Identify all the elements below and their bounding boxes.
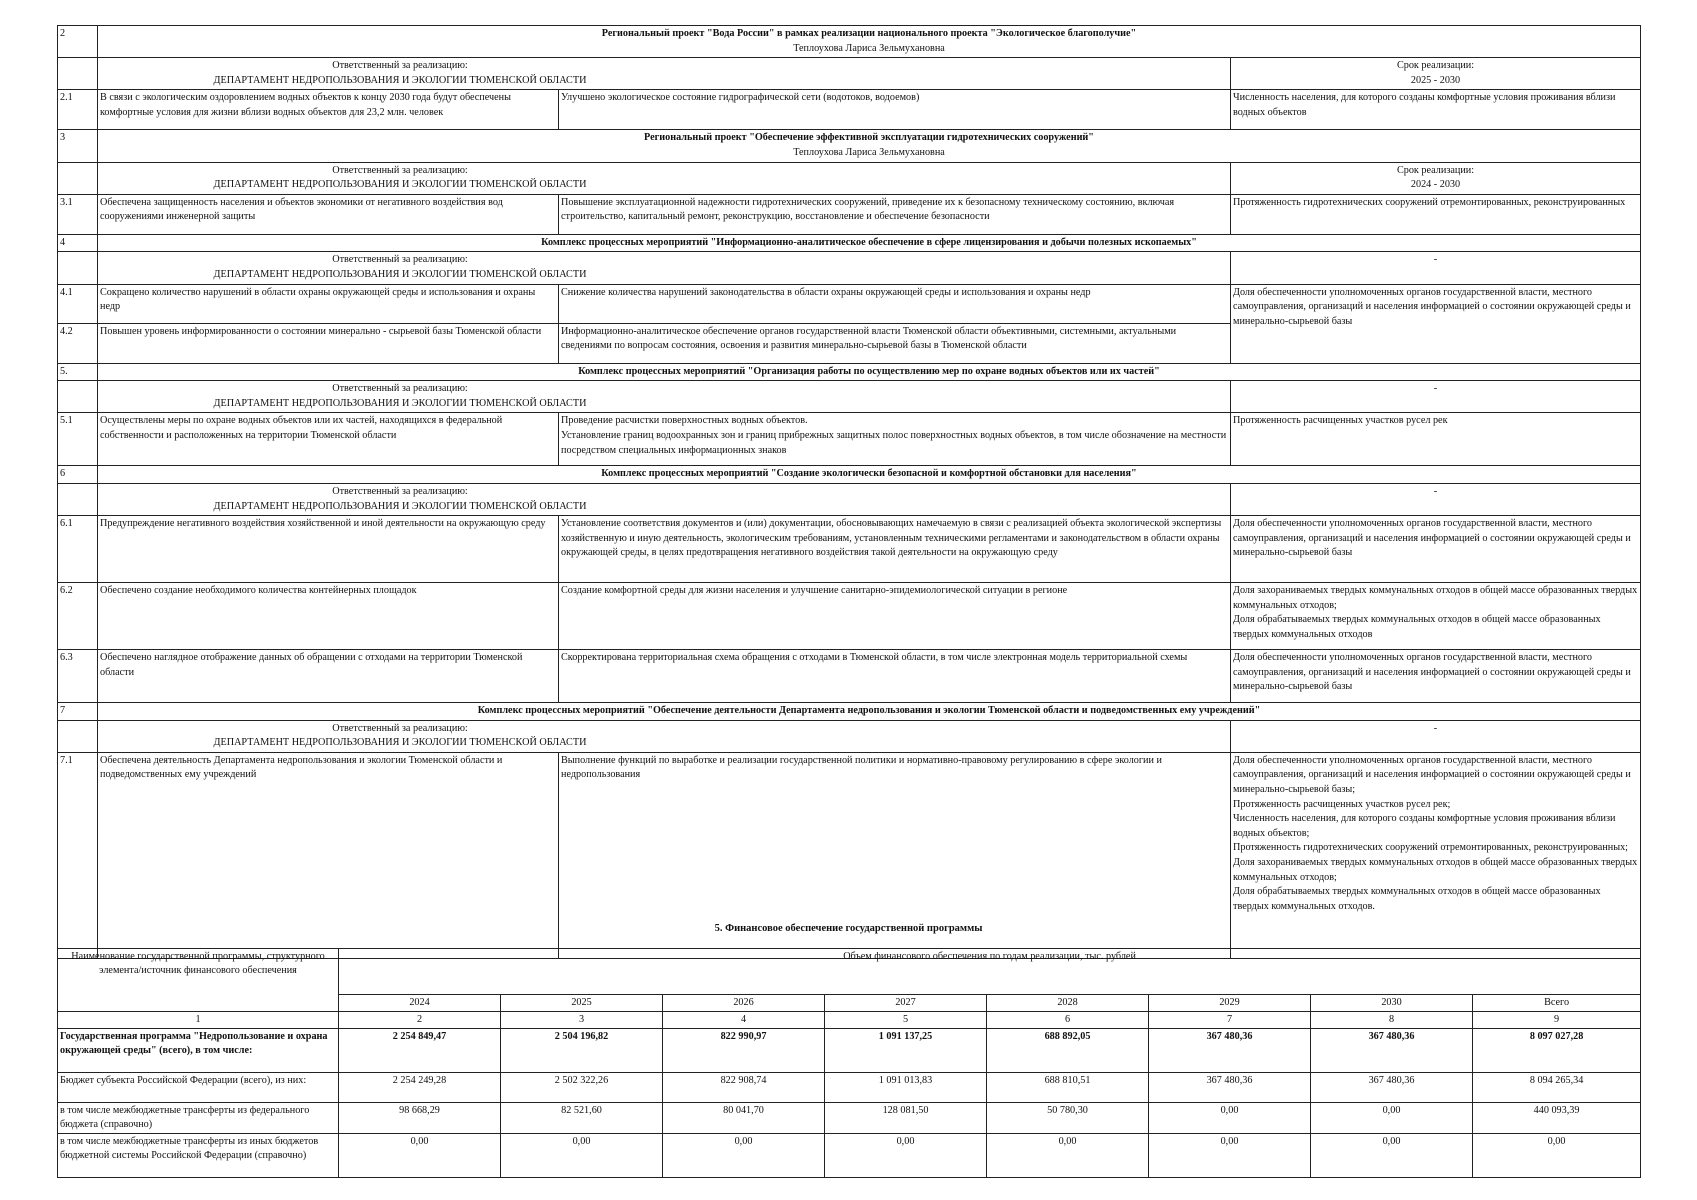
task-number: 3.1	[58, 194, 98, 234]
finance-value: 0,00	[825, 1134, 987, 1178]
task-row	[58, 583, 1641, 650]
finance-name-header: Наименование государственной программы, структурного элемента/источник финансового обеспечения	[58, 949, 339, 1012]
column-number: 9	[1473, 1012, 1641, 1029]
column-number: 5	[825, 1012, 987, 1029]
text-line: Доля обеспеченности уполномоченных органов государственной власти, местного самоуправления, организаций и населения информацией о состоянии окружающей среды и минерально-сырьевой базы;	[1233, 754, 1631, 796]
task-number: 2.1	[58, 90, 98, 130]
empty-cell	[58, 381, 98, 413]
task-effect	[559, 413, 1231, 466]
term-value: -	[1433, 722, 1438, 734]
finance-value: 0,00	[1149, 1103, 1311, 1134]
finance-value: 0,00	[1473, 1134, 1641, 1178]
task-text: Обеспечена деятельность Департамента недропользования и экологии Тюменской области и подведомственных ему учреждений	[98, 752, 559, 958]
term-label: Срок реализации:	[1396, 60, 1475, 72]
section-header-row	[58, 703, 1641, 721]
column-number: 8	[1311, 1012, 1473, 1029]
section-title	[98, 234, 1641, 252]
task-text: Сокращено количество нарушений в области охраны окружающей среды и использования и охраны недр	[98, 284, 559, 323]
text-line: Доля обеспеченности уполномоченных органов государственной власти, местного самоуправления, организаций и населения информацией о состоянии окружающей среды и минерально-сырьевой базы	[1233, 518, 1631, 559]
task-indicator	[1231, 583, 1641, 650]
responsible-block	[100, 722, 700, 751]
section-number: 5.	[58, 363, 98, 381]
year-header: 2026	[663, 995, 825, 1012]
finance-row-name: Государственная программа "Недропользование и охрана окружающей среды" (всего), в том числе:	[58, 1029, 339, 1073]
task-indicator	[1231, 90, 1641, 130]
section-number: 7	[58, 703, 98, 721]
task-effect	[559, 284, 1231, 323]
responsible-row	[58, 252, 1641, 284]
text-line: Выполнение функций по выработке и реализации государственной политики и нормативно-правовому регулированию в сфере экологии и недропользования	[561, 754, 1162, 781]
task-row	[58, 413, 1641, 466]
responsible-block	[100, 485, 700, 514]
finance-row-name: в том числе межбюджетные трансферты из иных бюджетов бюджетной системы Российской Федерации (справочно)	[58, 1134, 339, 1178]
finance-value: 367 480,36	[1149, 1029, 1311, 1073]
finance-value: 2 504 196,82	[501, 1029, 663, 1073]
task-indicator	[1231, 413, 1641, 466]
text-line: Доля обеспеченности уполномоченных органов государственной власти, местного самоуправления, организаций и населения информацией о состоянии окружающей среды и минерально-сырьевой базы	[1233, 286, 1631, 327]
task-indicator	[1231, 516, 1641, 583]
year-header: 2029	[1149, 995, 1311, 1012]
text-line: Скорректирована территориальная схема обращения с отходами в Тюменской области, в том числе электронная модель территориальной схемы	[561, 652, 1188, 664]
section-title-text: Комплекс процессных мероприятий "Создание экологически безопасной и комфортной обстановки для населения"	[601, 468, 1137, 480]
project-lead: Теплоухова Лариса Зельмухановна	[793, 42, 945, 54]
year-header: 2027	[825, 995, 987, 1012]
section-title-text: Региональный проект "Вода России" в рамках реализации национального проекта "Экологическое благополучие"	[601, 28, 1137, 39]
responsible-department: ДЕПАРТАМЕНТ НЕДРОПОЛЬЗОВАНИЯ И ЭКОЛОГИИ ТЮМЕНСКОЙ ОБЛАСТИ	[213, 179, 587, 191]
task-effect	[559, 194, 1231, 234]
responsible-block	[100, 59, 700, 88]
finance-row-name: в том числе межбюджетные трансферты из федерального бюджета (справочно)	[58, 1103, 339, 1134]
responsible-label: Ответственный за реализацию:	[332, 164, 468, 176]
task-text: Осуществлены меры по охране водных объектов или их частей, находящихся в федеральной собственности и расположенных на территории Тюменской области	[98, 413, 559, 466]
text-line: Доля обрабатываемых твердых коммунальных отходов в общей массе образованных твердых коммунальных отходов	[1233, 614, 1601, 640]
year-header: 2030	[1311, 995, 1473, 1012]
finance-value: 1 091 137,25	[825, 1029, 987, 1073]
finance-value: 50 780,30	[987, 1103, 1149, 1134]
responsible-cell	[98, 162, 1231, 194]
finance-value: 688 892,05	[987, 1029, 1149, 1073]
text-line: Повышение эксплуатационной надежности гидротехнических сооружений, приведение их к безопасному техническому состоянию, включая строительство, капитальный ремонт, реконструкцию, восстановление и обеспечение безопасности	[561, 196, 1175, 223]
empty-cell	[58, 252, 98, 284]
section-title-text: Комплекс процессных мероприятий "Обеспечение деятельности Департамента недропользования и экологии Тюменской области и подведомственных ему учреждений"	[477, 705, 1261, 717]
finance-value: 367 480,36	[1149, 1073, 1311, 1103]
text-line: Протяженность расчищенных участков русел рек	[1233, 415, 1448, 427]
finance-value: 8 094 265,34	[1473, 1073, 1641, 1103]
task-indicator	[1231, 284, 1641, 363]
finance-value: 0,00	[663, 1134, 825, 1178]
finance-value: 0,00	[987, 1134, 1149, 1178]
task-number: 6.2	[58, 583, 98, 650]
finance-value: 0,00	[1149, 1134, 1311, 1178]
responsible-label: Ответственный за реализацию:	[332, 383, 468, 395]
text-line: Доля обеспеченности уполномоченных органов государственной власти, местного самоуправления, организаций и населения информацией о состоянии окружающей среды и минерально-сырьевой базы	[1233, 652, 1631, 693]
finance-value: 822 990,97	[663, 1029, 825, 1073]
structure-table	[57, 25, 1640, 959]
section-header-row	[58, 234, 1641, 252]
text-line: Протяженность гидротехнических сооружений отремонтированных, реконструированных;	[1233, 842, 1629, 854]
responsible-cell	[98, 483, 1231, 515]
term-value: -	[1433, 254, 1438, 266]
section-title-text: Региональный проект "Обеспечение эффективной эксплуатации гидротехнических сооружений"	[644, 132, 1094, 144]
task-text: Обеспечено наглядное отображение данных об обращении с отходами на территории Тюменской области	[98, 650, 559, 703]
section-number: 6	[58, 466, 98, 484]
responsible-cell	[98, 58, 1231, 90]
section-header-row	[58, 130, 1641, 162]
text-line: Установление соответствия документов и (или) документации, обосновывающих намечаемую в связи с реализацией объекта экологической экспертизы хозяйственную и иную деятельность, экологическим требованиям, установленным техническими регламентами и законодательством в области охраны окружающей среды, в целях предотвращения негативного воздействия такой деятельности на окружающую среду	[561, 518, 1222, 559]
term-cell	[1231, 720, 1641, 752]
term-cell	[1231, 162, 1641, 194]
finance-row	[58, 1029, 1641, 1073]
finance-value: 822 908,74	[663, 1073, 825, 1103]
project-lead: Теплоухова Лариса Зельмухановна	[793, 146, 945, 158]
empty-cell	[58, 58, 98, 90]
task-effect	[559, 516, 1231, 583]
text-line: Численность населения, для которого созданы комфортные условия проживания вблизи водных объектов	[1233, 92, 1616, 118]
finance-title: 5. Финансовое обеспечение государственной программы	[714, 923, 983, 934]
responsible-department: ДЕПАРТАМЕНТ НЕДРОПОЛЬЗОВАНИЯ И ЭКОЛОГИИ ТЮМЕНСКОЙ ОБЛАСТИ	[213, 268, 587, 280]
task-number: 6.1	[58, 516, 98, 583]
task-number: 5.1	[58, 413, 98, 466]
text-line: Доля захораниваемых твердых коммунальных отходов в общей массе образованных твердых коммунальных отходов;	[1233, 857, 1638, 883]
responsible-row	[58, 381, 1641, 413]
responsible-label: Ответственный за реализацию:	[332, 485, 468, 497]
year-header: 2025	[501, 995, 663, 1012]
finance-row	[58, 1073, 1641, 1103]
section-title	[98, 26, 1641, 58]
finance-value: 2 254 249,28	[339, 1073, 501, 1103]
year-header: 2024	[339, 995, 501, 1012]
empty-cell	[58, 483, 98, 515]
task-effect	[559, 583, 1231, 650]
term-value: -	[1433, 485, 1438, 497]
finance-value: 98 668,29	[339, 1103, 501, 1134]
column-number: 6	[987, 1012, 1149, 1029]
finance-value: 8 097 027,28	[1473, 1029, 1641, 1073]
responsible-label: Ответственный за реализацию:	[332, 60, 468, 72]
term-value: -	[1433, 383, 1438, 395]
finance-value: 82 521,60	[501, 1103, 663, 1134]
finance-table	[57, 948, 1640, 1178]
responsible-department: ДЕПАРТАМЕНТ НЕДРОПОЛЬЗОВАНИЯ И ЭКОЛОГИИ ТЮМЕНСКОЙ ОБЛАСТИ	[213, 74, 587, 86]
finance-row-name: Бюджет субъекта Российской Федерации (всего), из них:	[58, 1073, 339, 1103]
task-row	[58, 194, 1641, 234]
finance-value: 0,00	[339, 1134, 501, 1178]
responsible-cell	[98, 720, 1231, 752]
finance-value: 2 254 849,47	[339, 1029, 501, 1073]
year-header: 2028	[987, 995, 1149, 1012]
responsible-label: Ответственный за реализацию:	[332, 722, 468, 734]
column-number: 7	[1149, 1012, 1311, 1029]
responsible-block	[100, 164, 700, 193]
column-number: 2	[339, 1012, 501, 1029]
section-title-text: Комплекс процессных мероприятий "Информационно-аналитическое обеспечение в сфере лицензирования и добычи полезных ископаемых"	[541, 236, 1197, 248]
responsible-cell	[98, 381, 1231, 413]
section-title	[98, 703, 1641, 721]
section-title	[98, 363, 1641, 381]
section-number: 4	[58, 234, 98, 252]
finance-value: 0,00	[1311, 1134, 1473, 1178]
finance-value: 80 041,70	[663, 1103, 825, 1134]
finance-value: 0,00	[501, 1134, 663, 1178]
task-text: Обеспечено создание необходимого количества контейнерных площадок	[98, 583, 559, 650]
text-line: Протяженность гидротехнических сооружений отремонтированных, реконструированных	[1233, 196, 1626, 208]
task-number: 7.1	[58, 752, 98, 958]
text-line: Проведение расчистки поверхностных водных объектов.	[561, 415, 808, 427]
empty-cell	[58, 162, 98, 194]
term-cell	[1231, 381, 1641, 413]
task-row	[58, 516, 1641, 583]
section-header-row	[58, 466, 1641, 484]
column-number: 4	[663, 1012, 825, 1029]
finance-value: 1 091 013,83	[825, 1073, 987, 1103]
task-effect	[559, 323, 1231, 363]
term-value: 2024 - 2030	[1410, 179, 1461, 191]
text-line: Протяженность расчищенных участков русел рек;	[1233, 798, 1451, 810]
text-line: Установление границ водоохранных зон и границ прибрежных защитных полос поверхностных водных объектов, в том числе обозначение на местности посредством специальных информационных знаков	[561, 429, 1227, 456]
text-line: Создание комфортной среды для жизни населения и улучшение санитарно-эпидемиологической ситуации в регионе	[561, 585, 1068, 597]
finance-value: 128 081,50	[825, 1103, 987, 1134]
task-number: 6.3	[58, 650, 98, 703]
section-header-row	[58, 26, 1641, 58]
responsible-cell	[98, 252, 1231, 284]
text-line: Информационно-аналитическое обеспечение органов государственной власти Тюменской области объективными, системными, актуальными сведениями по вопросам состояния, освоения и развития минерально-сырьевой базы в Тюменской области	[561, 325, 1177, 352]
responsible-department: ДЕПАРТАМЕНТ НЕДРОПОЛЬЗОВАНИЯ И ЭКОЛОГИИ ТЮМЕНСКОЙ ОБЛАСТИ	[213, 500, 587, 512]
task-text: Обеспечена защищенность населения и объектов экономики от негативного воздействия вод сооружениями инженерной защиты	[98, 194, 559, 234]
task-number: 4.2	[58, 323, 98, 363]
task-number: 4.1	[58, 284, 98, 323]
responsible-block	[100, 253, 700, 282]
text-line: Численность населения, для которого созданы комфортные условия проживания вблизи водных объектов;	[1233, 813, 1616, 839]
term-label: Срок реализации:	[1396, 164, 1475, 176]
responsible-row	[58, 720, 1641, 752]
finance-value: 2 502 322,26	[501, 1073, 663, 1103]
finance-value: 367 480,36	[1311, 1073, 1473, 1103]
responsible-department: ДЕПАРТАМЕНТ НЕДРОПОЛЬЗОВАНИЯ И ЭКОЛОГИИ ТЮМЕНСКОЙ ОБЛАСТИ	[213, 397, 587, 409]
term-cell	[1231, 58, 1641, 90]
responsible-row	[58, 483, 1641, 515]
task-row	[58, 284, 1641, 323]
task-effect	[559, 650, 1231, 703]
responsible-block	[100, 382, 700, 411]
finance-value: 688 810,51	[987, 1073, 1149, 1103]
finance-value: 0,00	[1311, 1103, 1473, 1134]
term-value: 2025 - 2030	[1410, 74, 1461, 86]
year-header: Всего	[1473, 995, 1641, 1012]
empty-cell	[58, 720, 98, 752]
responsible-label: Ответственный за реализацию:	[332, 254, 468, 266]
section-title	[98, 466, 1641, 484]
responsible-row	[58, 58, 1641, 90]
finance-value: 440 093,39	[1473, 1103, 1641, 1134]
task-row	[58, 650, 1641, 703]
column-number: 1	[58, 1012, 339, 1029]
section-number: 3	[58, 130, 98, 162]
finance-value: 367 480,36	[1311, 1029, 1473, 1073]
finance-row	[58, 1134, 1641, 1178]
section-title-text: Комплекс процессных мероприятий "Организация работы по осуществлению мер по охране водных объектов или их частей"	[578, 365, 1160, 377]
text-line: Снижение количества нарушений законодательства в области охраны окружающей среды и использования и охраны недр	[561, 286, 1091, 298]
text-line: Доля обрабатываемых твердых коммунальных отходов в общей массе образованных твердых коммунальных отходов.	[1233, 886, 1601, 912]
term-cell	[1231, 483, 1641, 515]
task-effect	[559, 90, 1231, 130]
finance-row	[58, 1103, 1641, 1134]
section-number: 2	[58, 26, 98, 58]
term-cell	[1231, 252, 1641, 284]
task-indicator	[1231, 194, 1641, 234]
text-line: Доля захораниваемых твердых коммунальных отходов в общей массе образованных твердых коммунальных отходов;	[1233, 585, 1638, 611]
section-header-row	[58, 363, 1641, 381]
column-number: 3	[501, 1012, 663, 1029]
responsible-row	[58, 162, 1641, 194]
task-text: В связи с экологическим оздоровлением водных объектов к концу 2030 года будут обеспечены комфортные условия для жизни вблизи водных объектов для 23,2 млн. человек	[98, 90, 559, 130]
task-text: Предупреждение негативного воздействия хозяйственной и иной деятельности на окружающую среду	[98, 516, 559, 583]
responsible-department: ДЕПАРТАМЕНТ НЕДРОПОЛЬЗОВАНИЯ И ЭКОЛОГИИ ТЮМЕНСКОЙ ОБЛАСТИ	[213, 737, 587, 749]
task-row	[58, 90, 1641, 130]
task-indicator	[1231, 650, 1641, 703]
task-text: Повышен уровень информированности о состоянии минерально - сырьевой базы Тюменской области	[98, 323, 559, 363]
finance-volume-header: Объем финансового обеспечения по годам реализации, тыс. рублей	[339, 949, 1641, 995]
text-line: Улучшено экологическое состояние гидрографической сети (водотоков, водоемов)	[561, 92, 920, 104]
section-title	[98, 130, 1641, 162]
